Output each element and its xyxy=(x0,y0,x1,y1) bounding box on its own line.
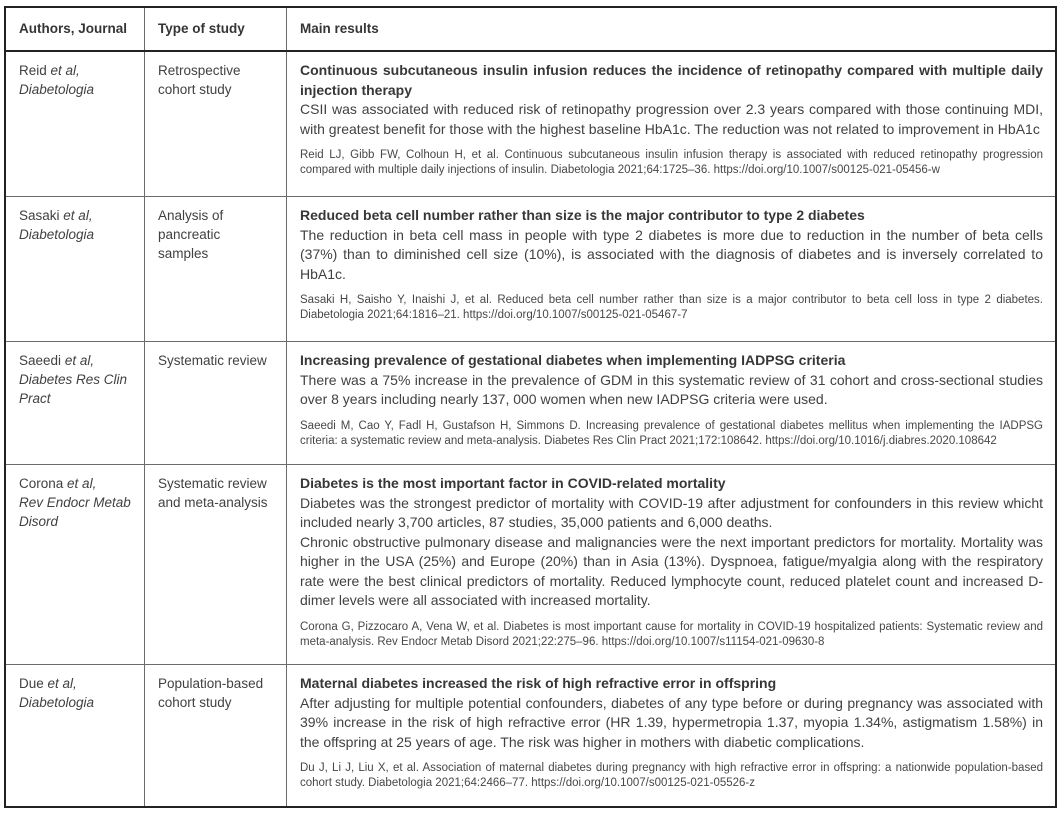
author-journal-cell xyxy=(6,52,145,196)
main-results-cell xyxy=(287,52,1055,196)
et-al-label: et al, xyxy=(64,353,95,368)
citation: Sasaki H, Saisho Y, Inaishi J, et al. Reduced beta cell number rather than size is a major contributor to beta cell loss in type 2 diabetes. Diabetologia 2021;64:1816–21. https://doi.org/10.1007/s00125-021-05467-7 xyxy=(300,294,1043,321)
table-row xyxy=(6,52,1055,197)
main-results-cell xyxy=(287,197,1055,341)
et-al-label: et al, xyxy=(47,676,77,691)
result-title: Maternal diabetes increased the risk of high refractive error in offspring xyxy=(300,675,777,691)
journal-name: Diabetologia xyxy=(19,82,95,97)
citation: Corona G, Pizzocaro A, Vena W, et al. Diabetes is most important cause for mortality in COVID-19 hospitalized patients: Systematic review and meta-analysis. Rev Endocr Metab Disord 2021;22:275–96. https://doi.org/10.1007/s11154-021-09630-8 xyxy=(300,620,1043,648)
table-row xyxy=(6,342,1055,465)
result-paragraph: After adjusting for multiple potential confounders, diabetes of any type before or during pregnancy was associated with 39% increase in the risk of high refractive error (HR 1.39, hypermetropia 1.37, myopia 1.34%, astigmatism 1.58%) in the offspring at 25 years of age. The risk was higher in mothers with diabetic complications. xyxy=(300,694,1043,750)
et-al-label: et al, xyxy=(63,208,93,223)
result-title: Diabetes is the most important factor in COVID-related mortality xyxy=(300,475,726,491)
journal-name: Diabetologia xyxy=(19,695,95,710)
result-paragraph: The reduction in beta cell mass in people with type 2 diabetes is more due to reduction in the number of beta cells (37%) than to diminished cell size (10%), is associated with the diagnosis of diabetes and is inversely correlated to HbA1c. xyxy=(300,226,1043,282)
author-journal-cell xyxy=(6,342,145,464)
author-name: Due xyxy=(19,676,44,691)
main-results-cell xyxy=(287,342,1055,464)
table-body xyxy=(6,52,1055,806)
et-al-label: et al, xyxy=(50,63,80,78)
table-header-row xyxy=(6,8,1055,52)
study-type-cell: Systematic review and meta-analysis xyxy=(145,465,287,664)
result-paragraph: Chronic obstructive pulmonary disease and malignancies were the next important predictors for mortality. Mortality was higher in the USA (25%) and Europe (20%) than in Asia (13%). Dyspnoea, fatigue/myalgia along with the respiratory rate were the best clinical predictors of mortality. Reduced lymphocyte count, reduced platelet count and increased D-dimer levels were all associated with increased mortality. xyxy=(300,533,1043,608)
study-type-cell: Retrospective cohort study xyxy=(145,52,287,196)
header-type-of-study: Type of study xyxy=(145,8,287,50)
main-results-cell xyxy=(287,665,1055,806)
journal-name: Diabetes Res Clin Pract xyxy=(19,372,128,406)
study-type-cell: Systematic review xyxy=(145,342,287,464)
result-paragraph: Diabetes was the strongest predictor of mortality with COVID-19 after adjustment for confounders in this review whicht included nearly 3,700 articles, 87 studies, 35,000 patients and 6,000 deaths. xyxy=(300,494,1043,530)
study-type-cell: Analysis of pancreatic samples xyxy=(145,197,287,341)
result-title: Reduced beta cell number rather than size is the major contributor to type 2 diabetes xyxy=(300,207,865,223)
citation: Du J, Li J, Liu X, et al. Association of maternal diabetes during pregnancy with high refractive error in offspring: a nationwide population-based cohort study. Diabetologia 2021;64:2466–77. https://doi.org/10.1007/s00125-021-05526-z xyxy=(300,762,1043,789)
et-al-label: et al, xyxy=(67,476,97,491)
studies-table xyxy=(4,6,1057,808)
author-journal-cell xyxy=(6,465,145,664)
result-body xyxy=(300,100,1043,139)
author-journal-cell xyxy=(6,197,145,341)
header-main-results: Main results xyxy=(300,21,379,36)
result-title: Continuous subcutaneous insulin infusion reduces the incidence of retinopathy compared with multiple daily injection therapy xyxy=(300,62,1043,98)
table-row xyxy=(6,665,1055,806)
result-title: Increasing prevalence of gestational diabetes when implementing IADPSG criteria xyxy=(300,352,846,368)
author-journal-cell xyxy=(6,665,145,806)
result-body xyxy=(300,371,1043,410)
citation: Saeedi M, Cao Y, Fadl H, Gustafson H, Simmons D. Increasing prevalence of gestational diabetes mellitus when implementing the IADPSG criteria: a systematic review and meta-analysis. Diabetes Res Clin Pract 2021;172:108642. https://doi.org/10.1016/j.diabres.2020.108642 xyxy=(300,419,1043,447)
result-body xyxy=(300,694,1043,753)
study-type-cell: Population-based cohort study xyxy=(145,665,287,806)
table-row xyxy=(6,197,1055,342)
header-authors-journal: Authors, Journal xyxy=(6,8,145,50)
result-paragraph: CSII was associated with reduced risk of retinopathy progression over 2.3 years compared with those continuing MDI, with greatest benefit for those with the highest baseline HbA1c. The reduction was not related to improvement in HbA1c xyxy=(300,101,1043,137)
result-body xyxy=(300,226,1043,285)
author-name: Corona xyxy=(19,476,64,491)
author-name: Sasaki xyxy=(19,208,60,223)
table-row xyxy=(6,465,1055,665)
result-paragraph: There was a 75% increase in the prevalence of GDM in this systematic review of 31 cohort and cross-sectional studies over 8 years including nearly 137, 000 women when new IADPSG criteria were used. xyxy=(300,371,1043,407)
main-results-cell xyxy=(287,465,1055,664)
author-name: Reid xyxy=(19,63,47,78)
author-name: Saeedi xyxy=(19,353,62,368)
journal-name: Rev Endocr Metab Disord xyxy=(19,495,131,529)
journal-name: Diabetologia xyxy=(19,227,95,242)
citation: Reid LJ, Gibb FW, Colhoun H, et al. Continuous subcutaneous insulin infusion therapy is associated with reduced retinopathy progression compared with multiple daily injections of insulin. Diabetologia 2021;64:1725–36. https://doi.org/10.1007/s00125-021-05456-w xyxy=(300,149,1043,176)
result-body xyxy=(300,494,1043,611)
